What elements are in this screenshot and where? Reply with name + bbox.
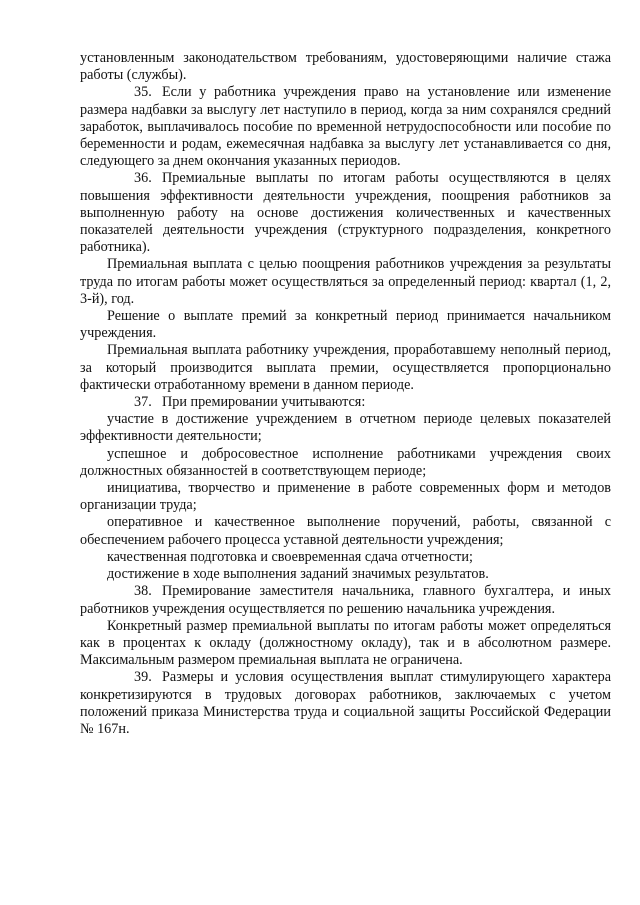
list-item: участие в достижение учреждением в отчетном периоде целевых показателей эффективности деятельности;: [80, 411, 611, 445]
paragraph-35: 35. Если у работника учреждения право на установление или изменение размера надбавки за выслугу лет наступило в период, когда за ним сохранялся средний заработок, выплачивалось пособие по временной нетрудоспособности или пособие по беременности и родам, ежемесячная надбавка за выслугу лет устанавливается со дня, следующего за днем окончания указанных периодов.: [80, 84, 611, 170]
paragraph-number: 39.: [134, 669, 152, 686]
paragraph-36: 36. Премиальные выплаты по итогам работы осуществляются в целях повышения эффективности деятельности учреждения, поощрения работников за выполненную работу на основе достижения количественных и качественных показателей деятельности учреждения (структурного подразделения, конкретного работника).: [80, 170, 611, 256]
paragraph-number: 36.: [134, 170, 152, 187]
paragraph-number: 37.: [134, 394, 152, 411]
paragraph-premium-size: Конкретный размер премиальной выплаты по итогам работы может определяться как в процентах к окладу (должностному окладу), так и в абсолютном размере. Максимальным размером премиальная выплата не ограничена.: [80, 617, 611, 669]
paragraph-number: 35.: [134, 84, 152, 101]
paragraph-premium-period: Премиальная выплата с целью поощрения работников учреждения за результаты труда по итогам работы может осуществляться за определенный период: квартал (1, 2, 3-й), год.: [80, 256, 611, 307]
paragraph-38: 38. Премирование заместителя начальника, главного бухгалтера, и иных работников учреждения осуществляется по решению начальника учреждения.: [80, 583, 611, 617]
paragraph-37: 37. При премировании учитываются:: [80, 394, 611, 411]
list-item: качественная подготовка и своевременная сдача отчетности;: [107, 548, 473, 565]
list-item: достижение в ходе выполнения заданий значимых результатов.: [107, 566, 489, 583]
paragraph-premium-partial: Премиальная выплата работнику учреждения, проработавшему неполный период, за который производится выплата премии, осуществляется пропорционально фактически отработанному времени в данном периоде.: [80, 342, 611, 393]
paragraph-number: 38.: [134, 583, 152, 600]
list-item: инициатива, творчество и применение в работе современных форм и методов организации труда;: [80, 480, 611, 514]
list-item: успешное и добросовестное исполнение работниками учреждения своих должностных обязанностей в соответствующем периоде;: [80, 445, 611, 479]
list-item: оперативное и качественное выполнение поручений, работы, связанной с обеспечением рабочего процесса уставной деятельности учреждения;: [80, 514, 611, 548]
paragraph-continuation: установленным законодательством требованиям, удостоверяющими наличие стажа работы (службы).: [80, 50, 611, 84]
paragraph-premium-decision: Решение о выплате премий за конкретный период принимается начальником учреждения.: [80, 308, 611, 342]
paragraph-39: 39. Размеры и условия осуществления выплат стимулирующего характера конкретизируются в трудовых договорах работников, заключаемых с учетом положений приказа Министерства труда и социальной защиты Российской Федерации № 167н.: [80, 669, 611, 737]
